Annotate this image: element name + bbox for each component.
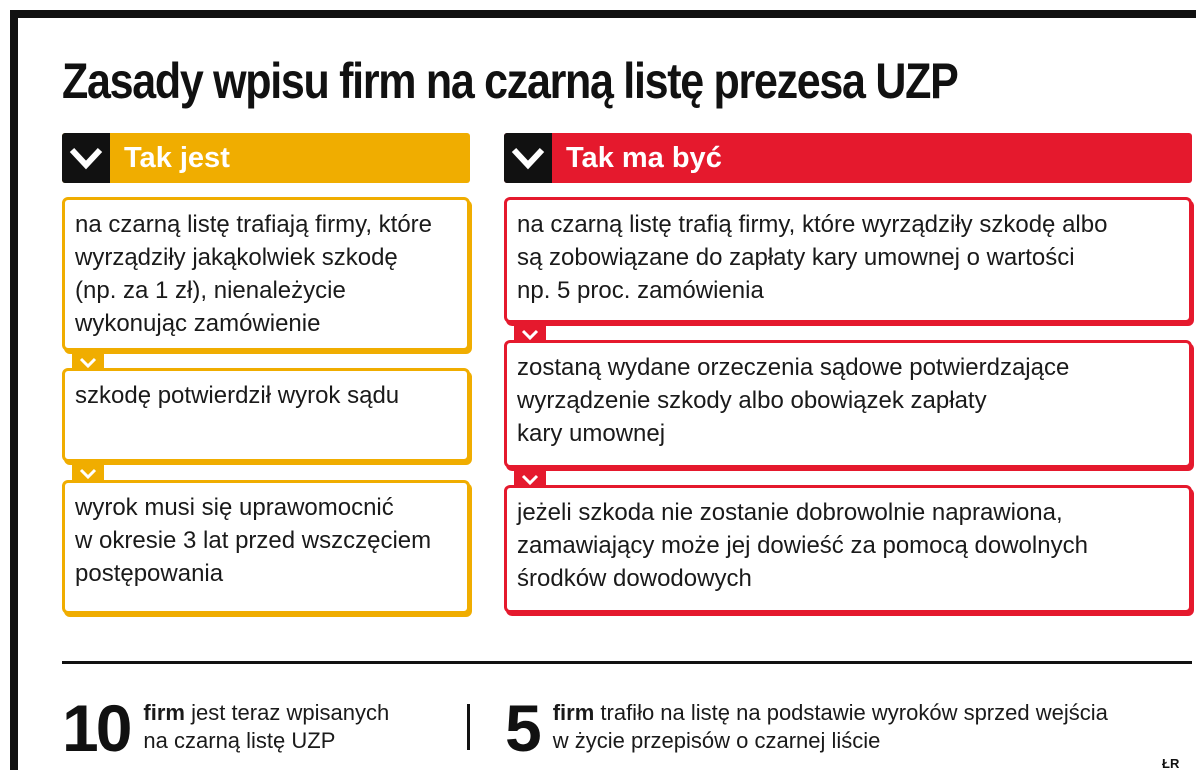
header-label: Tak ma być	[566, 141, 722, 174]
chevron-down-icon	[504, 133, 552, 183]
stat-line: jest teraz wpisanych	[184, 700, 390, 725]
author-credit: ŁR	[1162, 756, 1180, 771]
list-item	[504, 485, 1192, 613]
stat-number: 10	[62, 691, 130, 765]
stat-line: na czarną listę UZP	[143, 728, 336, 753]
text-line: wykonując zamówienie	[75, 310, 321, 337]
text-line: wyrządziły jakąkolwiek szkodę	[75, 244, 398, 271]
header-tak-jest	[62, 133, 470, 183]
stat-bold-word: firm	[143, 700, 185, 725]
stat-firms-listed	[62, 691, 390, 765]
list-item	[504, 340, 1192, 468]
stat-line: trafiło na listę na podstawie wyroków sprzed wejścia	[594, 700, 1108, 725]
stat-number: 5	[505, 691, 539, 765]
text-line: zamawiający może jej dowieść za pomocą dowolnych	[517, 532, 1088, 559]
text-line: np. 5 proc. zamówienia	[517, 277, 764, 304]
frame-left-border	[10, 10, 18, 770]
text-line: kary umownej	[517, 420, 666, 447]
stat-description	[143, 699, 389, 755]
text-line: wyrok musi się uprawomocnić	[75, 494, 394, 521]
list-item	[504, 197, 1192, 323]
list-item	[62, 368, 470, 462]
header-label: Tak jest	[124, 141, 230, 174]
text-line: na czarną listę trafią firmy, które wyrządziły szkodę albo	[517, 211, 1108, 238]
stat-description	[553, 699, 1108, 755]
text-line: są zobowiązane do zapłaty kary umownej o wartości	[517, 244, 1075, 271]
column-proposed-rules	[504, 133, 1192, 592]
text-line: środków dowodowych	[517, 565, 752, 592]
header-tak-ma-byc	[504, 133, 1192, 183]
text-line: w okresie 3 lat przed wszczęciem	[75, 527, 432, 554]
stat-line: w życie przepisów o czarnej liście	[552, 728, 881, 753]
stat-bold-word: firm	[552, 700, 595, 725]
text-line: postępowania	[75, 560, 224, 587]
stat-separator	[467, 704, 470, 750]
text-line: (np. za 1 zł), nienależycie	[75, 277, 346, 304]
list-item	[62, 197, 470, 351]
infographic-title: Zasady wpisu firm na czarną listę prezesa UZP	[62, 53, 958, 109]
section-divider	[62, 661, 1192, 664]
text-line: jeżeli szkoda nie zostanie dobrowolnie naprawiona,	[517, 499, 1063, 526]
text-line: na czarną listę trafiają firmy, które	[75, 211, 433, 238]
chevron-down-icon	[62, 133, 110, 183]
frame-top-border	[10, 10, 1196, 18]
column-current-rules	[62, 133, 470, 587]
list-item	[62, 480, 470, 614]
text-line: wyrządzenie szkody albo obowiązek zapłaty	[517, 387, 987, 414]
text-line: zostaną wydane orzeczenia sądowe potwierdzające	[517, 354, 1070, 381]
stat-firms-old-rulings	[505, 691, 1108, 765]
text-line: szkodę potwierdził wyrok sądu	[75, 382, 400, 409]
